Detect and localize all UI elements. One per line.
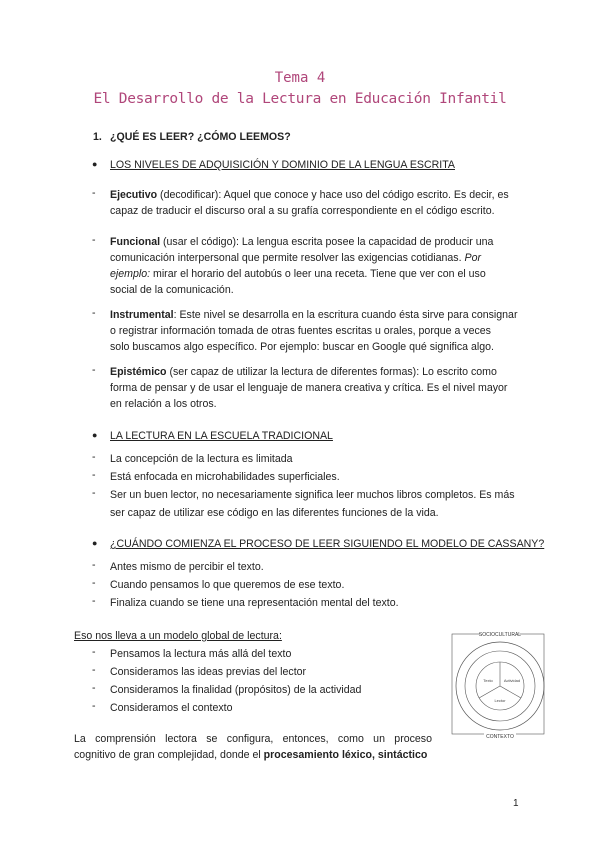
dash: - [92, 307, 96, 319]
list-item: Cuando pensamos lo que queremos de ese texto. [110, 579, 345, 591]
cassany-heading: ¿CUÁNDO COMIENZA EL PROCESO DE LEER SIGUIENDO EL MODELO DE CASSANY? [110, 538, 545, 550]
dash: - [92, 187, 96, 199]
diagram-seg-right: Actividad [503, 678, 521, 683]
list-item: Consideramos el contexto [110, 702, 233, 714]
dash: - [92, 487, 96, 499]
list-item-continued: ser capaz de utilizar ese código en las diferentes funciones de la vida. [110, 507, 439, 519]
diagram-divider [479, 686, 500, 698]
document-title-line2: El Desarrollo de la Lectura en Educación Infantil [93, 91, 507, 107]
dash: - [92, 664, 96, 676]
list-item: Finaliza cuando se tiene una representación mental del texto. [110, 597, 399, 609]
diagram-top-label: SOCIOCULTURAL [478, 632, 522, 638]
dash: - [92, 682, 96, 694]
dash: - [92, 364, 96, 376]
page-number: 1 [513, 798, 519, 809]
diagram-bottom-label: CONTEXTO [486, 734, 514, 740]
nivel-funcional: Funcional (usar el código): La lengua escrita posee la capacidad de producir una comunicación interpersonal que permite resolver las exigencias cotidianas. Por ejemplo: mirar el horario del autobús o leer una receta. Tiene que ver con el uso social de la comunicación. [110, 236, 494, 296]
list-item: La concepción de la lectura es limitada [110, 453, 293, 465]
list-item: Consideramos la finalidad (propósitos) de la actividad [110, 684, 362, 696]
modelo-heading: Eso nos lleva a un modelo global de lectura: [74, 630, 282, 642]
list-item: Pensamos la lectura más allá del texto [110, 648, 292, 660]
nivel-ejecutivo: Ejecutivo (decodificar): Aquel que conoce y hace uso del código escrito. Es decir, es capaz de traducir el discurso oral a su grafía correspondiente en el código escrito. [110, 189, 509, 217]
list-item: Antes mismo de percibir el texto. [110, 561, 264, 573]
list-item: Consideramos las ideas previas del lector [110, 666, 307, 678]
list-item: Está enfocada en microhabilidades superficiales. [110, 471, 340, 483]
document-title-line1: Tema 4 [274, 70, 326, 86]
bullet-dot: ● [92, 538, 98, 548]
dash: - [92, 559, 96, 571]
reading-model-diagram [450, 628, 550, 746]
diagram-seg-bottom: Lector [494, 698, 506, 703]
nivel-instrumental: Instrumental: Este nivel se desarrolla en la escritura cuando ésta sirve para consignar o registrar información tomada de otras fuentes escritas u orales, porque a veces solo buscamos algo específico. Por ejemplo: buscar en Google qué significa algo. [110, 309, 518, 353]
dash: - [92, 234, 96, 246]
list-item: Ser un buen lector, no necesariamente significa leer muchos libros completos. Es más [110, 489, 515, 501]
niveles-heading: LOS NIVELES DE ADQUISICIÓN Y DOMINIO DE LA LENGUA ESCRITA [110, 159, 455, 171]
dash: - [92, 646, 96, 658]
diagram-seg-left: Texto [483, 678, 493, 683]
conclusion-line1: La comprensión lectora se configura, entonces, como un proceso [74, 733, 432, 745]
diagram-frame [452, 634, 544, 734]
diagram-divider [500, 686, 521, 698]
section-number: 1. [93, 131, 102, 143]
dash: - [92, 469, 96, 481]
dash: - [92, 595, 96, 607]
dash: - [92, 451, 96, 463]
dash: - [92, 700, 96, 712]
section-heading: ¿QUÉ ES LEER? ¿CÓMO LEEMOS? [110, 131, 291, 143]
conclusion-line2: cognitivo de gran complejidad, donde el procesamiento léxico, sintáctico [74, 749, 428, 761]
bullet-dot: ● [92, 159, 98, 169]
bullet-dot: ● [92, 430, 98, 440]
dash: - [92, 577, 96, 589]
tradicional-heading: LA LECTURA EN LA ESCUELA TRADICIONAL [110, 430, 333, 442]
nivel-epistemico: Epistémico (ser capaz de utilizar la lectura de diferentes formas): Lo escrito como forma de pensar y de usar el lenguaje de manera creativa y crítica. Es el nivel mayor en relación a los otros. [110, 366, 508, 410]
